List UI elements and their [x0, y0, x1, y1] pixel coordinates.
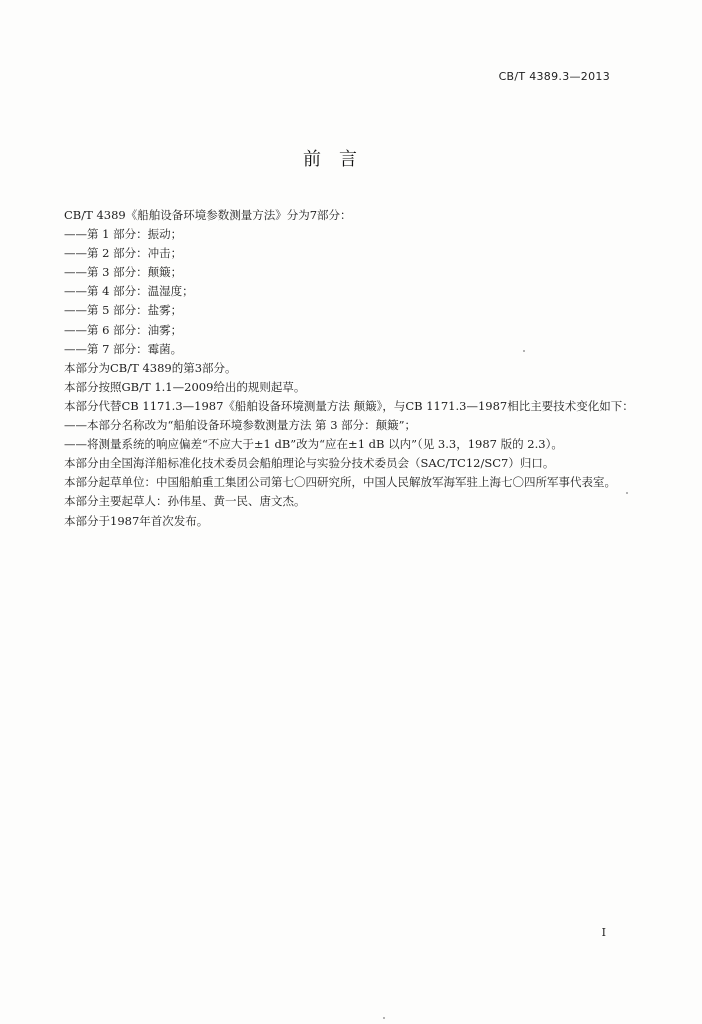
paragraph-part-statement: 本部分为CB/T 4389的第3部分。 — [64, 360, 237, 375]
list-item-part-5: ——第 5 部分：盐雾； — [64, 303, 183, 318]
scan-speck — [383, 1017, 385, 1019]
paragraph-drafting-units: 本部分起草单位：中国船舶重工集团公司第七〇四研究所，中国人民解放军海军驻上海七〇四所军事代表室。 — [64, 475, 616, 490]
paragraph-first-issue: 本部分于1987年首次发布。 — [64, 513, 209, 528]
change-item-2: ——将测量系统的响应偏差“不应大于±1 dB”改为“应在±1 dB 以内”（见 3.3，1987 版的 2.3）。 — [64, 437, 563, 452]
paragraph-intro: CB/T 4389《船舶设备环境参数测量方法》分为7部分： — [64, 208, 352, 222]
standard-code: CB/T 4389.3—2013 — [498, 70, 610, 83]
list-item-part-7: ——第 7 部分：霉菌。 — [64, 341, 183, 356]
list-item-part-3: ——第 3 部分：颠簸； — [64, 265, 183, 280]
list-item-part-6: ——第 6 部分：油雾； — [64, 322, 183, 337]
page-number: I — [601, 926, 606, 939]
paragraph-responsible-committee: 本部分由全国海洋船标准化技术委员会船舶理论与实验分技术委员会（SAC/TC12/SC7）归口。 — [64, 456, 555, 471]
paragraph-drafting-rules: 本部分按照GB/T 1.1—2009给出的规则起草。 — [64, 379, 306, 394]
foreword-body — [24, 206, 634, 531]
list-item-part-2: ——第 2 部分：冲击； — [64, 246, 183, 261]
scan-speck — [523, 350, 525, 352]
page-title: 前 言 — [303, 149, 357, 170]
list-item-part-4: ——第 4 部分：温湿度； — [64, 284, 194, 299]
change-item-1: ——本部分名称改为“船舶设备环境参数测量方法 第 3 部分：颠簸”； — [64, 418, 417, 433]
scan-speck — [626, 492, 628, 494]
paragraph-replacement: 本部分代替CB 1171.3—1987《船舶设备环境测量方法 颠簸》，与CB 1171.3—1987相比主要技术变化如下： — [64, 398, 634, 413]
paragraph-drafters: 本部分主要起草人：孙伟星、黄一民、唐文杰。 — [64, 494, 306, 509]
list-item-part-1: ——第 1 部分：振动； — [64, 227, 183, 242]
